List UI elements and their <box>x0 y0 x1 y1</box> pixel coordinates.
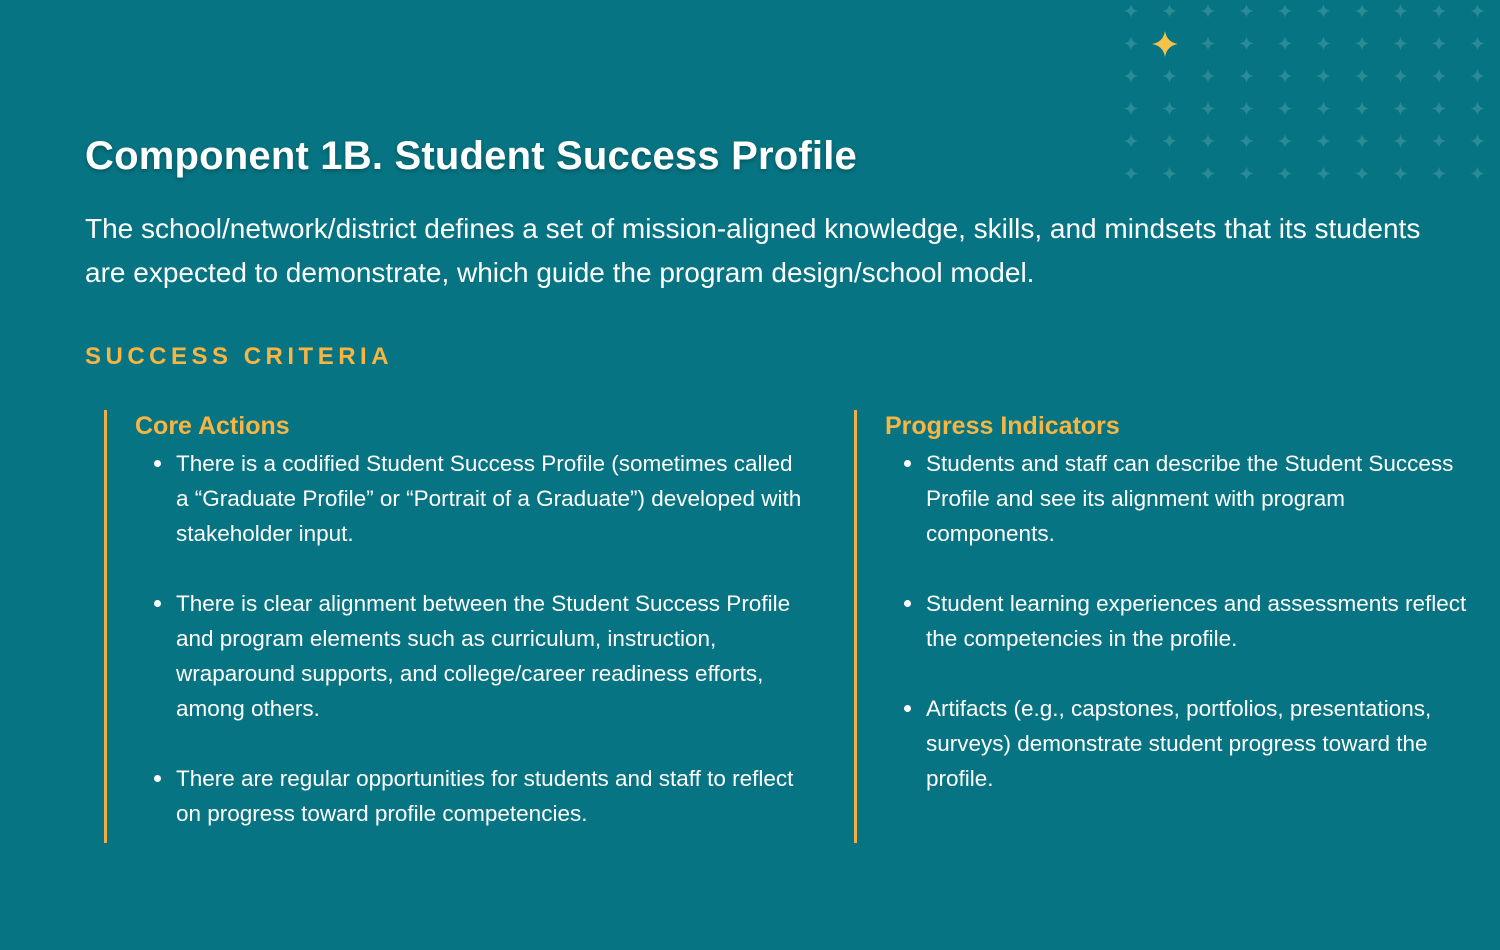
pattern-star-icon <box>1278 37 1292 51</box>
pattern-star-icon <box>1278 167 1292 181</box>
pattern-star-icon <box>1432 102 1446 116</box>
pattern-star-icon <box>1240 102 1254 116</box>
pattern-star-icon <box>1355 102 1369 116</box>
pattern-star-icon <box>1471 4 1485 18</box>
pattern-star-icon <box>1163 69 1177 83</box>
pattern-star-icon <box>1163 134 1177 148</box>
list-item: Student learning experiences and assessments reflect the competencies in the profile. <box>926 586 1474 656</box>
pattern-star-icon <box>1317 134 1331 148</box>
pattern-star-icon <box>1471 167 1485 181</box>
list-item: Artifacts (e.g., capstones, portfolios, presentations, surveys) demonstrate student progress toward the profile. <box>926 691 1474 796</box>
pattern-star-icon <box>1394 102 1408 116</box>
section-label: SUCCESS CRITERIA <box>85 343 394 370</box>
pattern-star-icon <box>1432 167 1446 181</box>
core-actions-heading: Core Actions <box>135 412 290 440</box>
pattern-star-icon <box>1124 4 1138 18</box>
pattern-star-icon <box>1317 37 1331 51</box>
pattern-star-icon <box>1201 4 1215 18</box>
pattern-star-icon <box>1240 134 1254 148</box>
pattern-star-icon <box>1201 167 1215 181</box>
page-title: Component 1B. Student Success Profile <box>85 134 857 178</box>
list-item: Students and staff can describe the Student Success Profile and see its alignment with program components. <box>926 446 1474 551</box>
pattern-star-icon <box>1124 167 1138 181</box>
pattern-star-icon <box>1394 37 1408 51</box>
pattern-star-icon <box>1124 134 1138 148</box>
pattern-star-icon <box>1201 37 1215 51</box>
pattern-star-icon <box>1124 102 1138 116</box>
star-pattern-icon <box>1118 0 1500 190</box>
pattern-star-icon <box>1124 69 1138 83</box>
pattern-star-icon <box>1394 4 1408 18</box>
pattern-star-icon <box>1240 167 1254 181</box>
pattern-star-icon <box>1278 134 1292 148</box>
pattern-star-icon <box>1317 167 1331 181</box>
pattern-star-icon <box>1394 134 1408 148</box>
pattern-star-icon <box>1394 167 1408 181</box>
pattern-star-icon <box>1240 37 1254 51</box>
pattern-star-icon <box>1124 37 1138 51</box>
pattern-star-icon <box>1278 69 1292 83</box>
pattern-star-icon <box>1471 37 1485 51</box>
component-description: The school/network/district defines a set of mission-aligned knowledge, skills, and mindsets that its students are expected to demonstrate, which guide the program design/school model. <box>85 213 1421 288</box>
sparkle-star-icon <box>1152 31 1178 57</box>
pattern-star-icon <box>1471 69 1485 83</box>
pattern-star-icon <box>1432 69 1446 83</box>
core-actions-list <box>107 446 804 831</box>
list-item: There is clear alignment between the Student Success Profile and program elements such as curriculum, instruction, wraparound supports, and college/career readiness efforts, among others. <box>176 586 804 726</box>
pattern-star-icon <box>1355 167 1369 181</box>
pattern-star-icon <box>1394 69 1408 83</box>
pattern-star-icon <box>1471 102 1485 116</box>
progress-indicators-column <box>854 410 1474 843</box>
pattern-star-icon <box>1201 69 1215 83</box>
pattern-star-icon <box>1163 167 1177 181</box>
pattern-star-icon <box>1240 69 1254 83</box>
pattern-star-icon <box>1163 102 1177 116</box>
pattern-star-icon <box>1432 134 1446 148</box>
progress-indicators-list <box>857 446 1474 796</box>
pattern-star-icon <box>1317 102 1331 116</box>
pattern-star-icon <box>1317 4 1331 18</box>
pattern-star-icon <box>1201 134 1215 148</box>
pattern-star-icon <box>1432 4 1446 18</box>
pattern-star-icon <box>1278 102 1292 116</box>
pattern-star-icon <box>1163 4 1177 18</box>
pattern-star-icon <box>1355 37 1369 51</box>
pattern-star-icon <box>1432 37 1446 51</box>
core-actions-column <box>104 410 804 843</box>
pattern-star-icon <box>1471 134 1485 148</box>
progress-indicators-heading: Progress Indicators <box>885 412 1120 440</box>
pattern-star-icon <box>1201 102 1215 116</box>
pattern-star-icon <box>1278 4 1292 18</box>
pattern-star-icon <box>1355 4 1369 18</box>
list-item: There are regular opportunities for students and staff to reflect on progress toward profile competencies. <box>176 761 804 831</box>
pattern-star-icon <box>1355 69 1369 83</box>
list-item: There is a codified Student Success Profile (sometimes called a “Graduate Profile” or “Portrait of a Graduate”) developed with stakeholder input. <box>176 446 804 551</box>
pattern-star-icon <box>1240 4 1254 18</box>
pattern-star-icon <box>1317 69 1331 83</box>
pattern-star-icon <box>1355 134 1369 148</box>
